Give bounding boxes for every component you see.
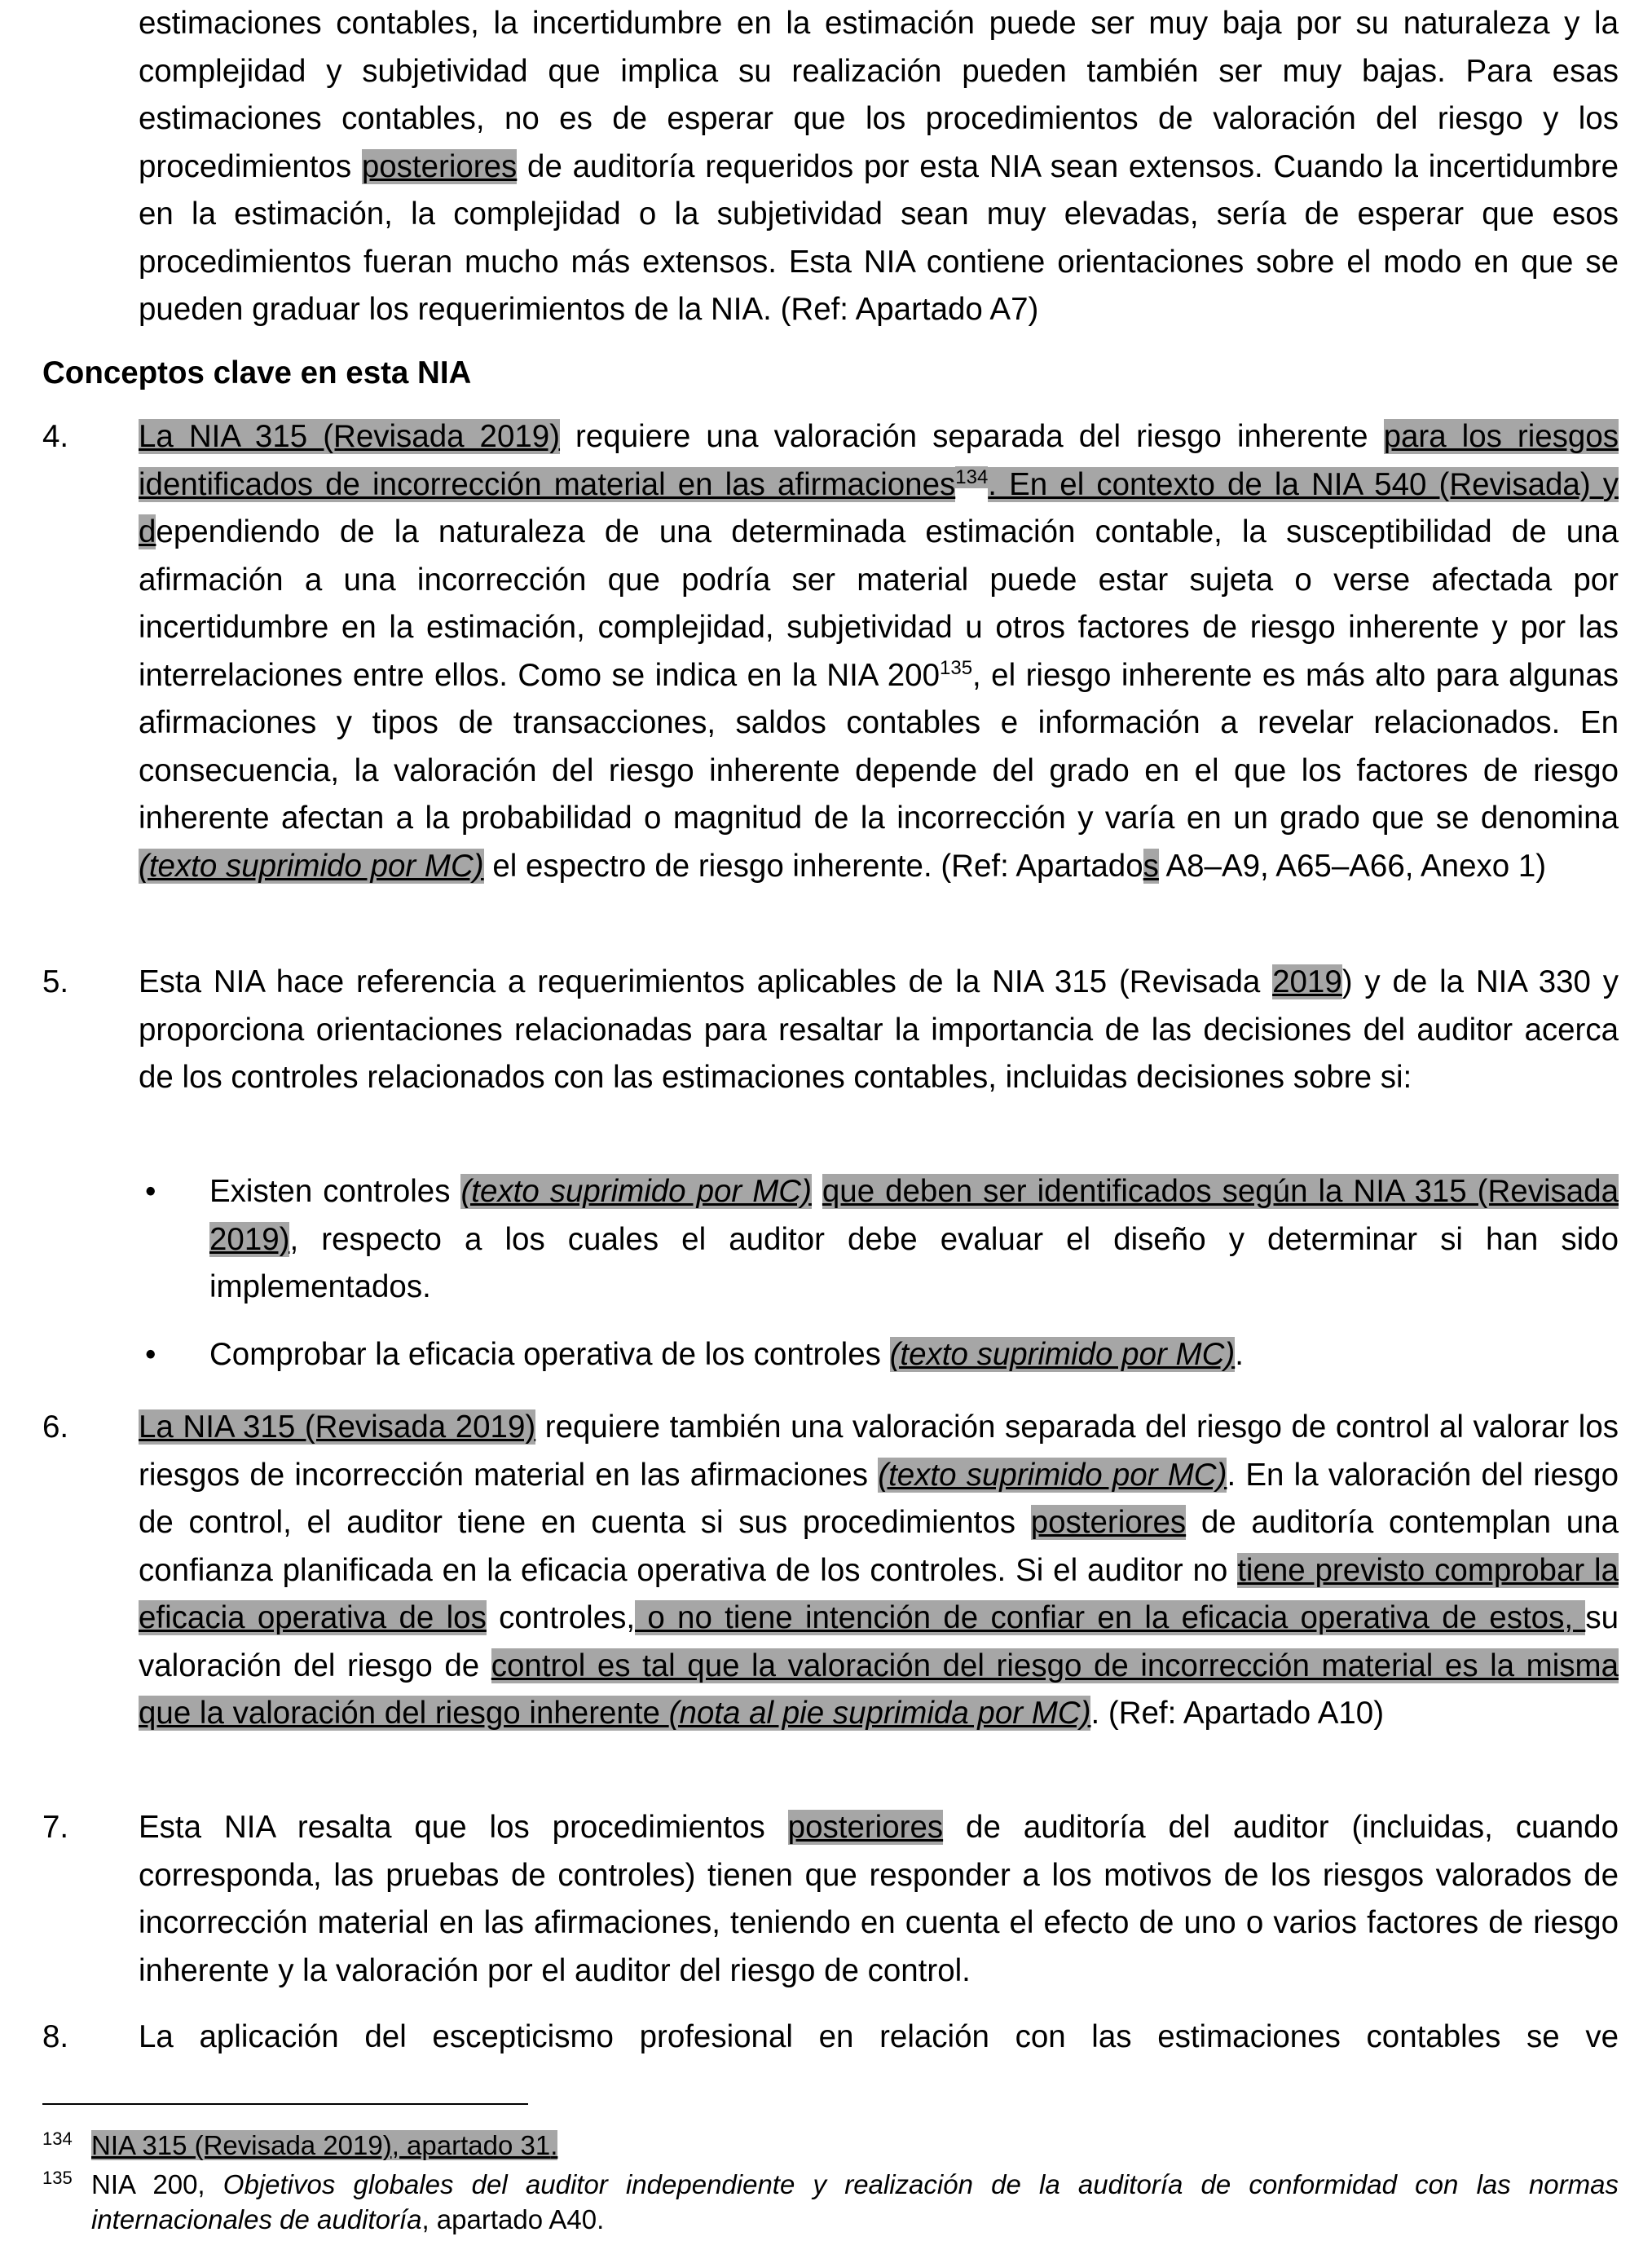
- item-text: A8–A9, A65–A66, Anexo 1): [1158, 848, 1547, 884]
- highlight: posteriores: [787, 1810, 944, 1845]
- item-text: , respecto a los cuales el auditor debe evaluar el diseño y determinar si han sido implementados.: [209, 1221, 1619, 1304]
- section-heading: Conceptos clave en esta NIA: [42, 355, 472, 390]
- footnote-ref-134[interactable]: 134: [955, 465, 989, 488]
- highlight: (texto suprimido por MC): [889, 1337, 1236, 1372]
- highlight: La NIA 315 (Revisada 2019): [139, 419, 561, 454]
- footnote-135: [42, 2167, 1619, 2240]
- item-text: su valoración del riesgo de: [139, 1600, 1619, 1683]
- item-8-paragraph: [139, 2014, 1619, 2062]
- item-text: .: [1235, 1337, 1244, 1372]
- item-text: La aplicación del escepticismo profesional en relación con las estimaciones contables se ve: [139, 2019, 1619, 2054]
- item-number: 8.: [42, 2019, 69, 2054]
- item-text: Esta NIA resalta que los procedimientos: [139, 1810, 788, 1845]
- bullet-2-paragraph: [209, 1331, 1619, 1379]
- highlight: para los riesgos identificados de incorrección material en las afirmaciones: [139, 419, 1619, 502]
- footnote-text-part: NIA 200,: [91, 2169, 223, 2199]
- footnote-separator: [42, 2103, 528, 2105]
- item-number: 5.: [42, 964, 69, 999]
- footnote-text-part: , apartado A40.: [421, 2204, 605, 2234]
- item-text: , el riesgo inherente es más alto para algunas afirmaciones y tipos de transacciones, saldos contables e información a revelar relacionados. En consecuencia, la valoración del riesgo inherente depende del grado en el que los factores de riesgo inherente afectan a la probabilidad o magnitud de la incorrección y varía en un grado que se denomina: [139, 657, 1619, 836]
- item-5-paragraph: [139, 959, 1619, 1102]
- highlight: s: [1143, 848, 1159, 884]
- highlight: (texto suprimido por MC): [878, 1457, 1227, 1493]
- intro-text: de auditoría requeridos por esta NIA sean extensos. Cuando la incertidumbre en la estimación, la complejidad o la subjetividad sean muy elevadas, sería de esperar que esos procedimientos fueran mucho más extensos. Esta NIA contiene orientaciones sobre el modo en que se pueden graduar los requerimientos de la NIA. (Ref: Apartado A7): [139, 148, 1619, 327]
- highlight: que deben ser identificados según la NIA 315 (Revisada 2019): [209, 1174, 1619, 1257]
- item-text: requiere también una valoración separada del riesgo de control al valorar los riesgos de incorrección material en las afirmaciones: [139, 1409, 1619, 1493]
- item-text: controles,: [486, 1600, 636, 1635]
- highlight: NIA 315 (Revisada 2019), apartado 31: [91, 2130, 551, 2160]
- item-4-paragraph: [139, 413, 1619, 890]
- highlight: 2019: [1272, 964, 1342, 999]
- item-text: el espectro de riesgo inherente. (Ref: Apartado: [483, 848, 1143, 884]
- intro-paragraph: [139, 0, 1619, 334]
- item-text: de auditoría contemplan una confianza planificada en la eficacia operativa de los controles. Si el auditor no: [139, 1505, 1619, 1588]
- highlight: La NIA 315 (Revisada 2019): [139, 1409, 536, 1445]
- item-number: 7.: [42, 1810, 69, 1845]
- footnote-ref-135[interactable]: 135: [940, 656, 973, 679]
- bullet-1-paragraph: [209, 1168, 1619, 1312]
- item-text: de auditoría del auditor (incluidas, cuando corresponda, las pruebas de controles) tienen que responder a los motivos de los riesgos valorados de incorrección material en las afirmaciones, teniendo en cuenta el efecto de uno o varios factores de riesgo inherente y la valoración por el auditor del riesgo de control.: [139, 1810, 1619, 1988]
- footnote-marker: 135: [42, 2168, 73, 2188]
- highlight: posteriores: [1030, 1505, 1187, 1540]
- item-6-paragraph: [139, 1404, 1619, 1738]
- item-text: Esta NIA hace referencia a requerimientos aplicables de la NIA 315 (Revisada: [139, 964, 1273, 999]
- item-text: requiere una valoración separada del riesgo inherente: [560, 419, 1384, 454]
- highlight: tiene previsto comprobar la eficacia operativa de los: [139, 1552, 1619, 1635]
- footnote-text: [91, 2167, 1619, 2237]
- intro-text: estimaciones contables, la incertidumbre en la estimación puede ser muy baja por su naturaleza y la complejidad y subjetividad que implica su realización pueden también ser muy bajas. Para esas estimaciones contables, no es de esperar que los procedimientos de valoración del riesgo y los procedimientos: [139, 6, 1619, 184]
- item-text: ependiendo de la naturaleza de una determinada estimación contable, la susceptibilidad de una afirmación a una incorrección que podría ser material puede estar sujeta o verse afectada por incertidumbre en la estimación, complejidad, subjetividad u otros factores de riesgo inherente y por las interrelaciones entre ellos. Como se indica en la NIA 200: [139, 514, 1619, 693]
- highlight: . En el contexto de la NIA 540 (Revisada) y d: [139, 466, 1619, 549]
- item-text: Existen controles: [209, 1174, 461, 1209]
- footnote-text: [91, 2128, 1619, 2163]
- highlight: (texto suprimido por MC): [460, 1174, 812, 1209]
- highlight: (texto suprimido por MC): [139, 848, 484, 884]
- footnote-title: Objetivos globales del auditor independiente y realización de la auditoría de conformidad con las normas internacionales de auditoría: [91, 2169, 1619, 2234]
- item-text: ) y de la NIA 330 y proporciona orientaciones relacionadas para resaltar la importancia de las decisiones del auditor acerca de los controles relacionados con las estimaciones contables, incluidas decisiones sobre si:: [139, 964, 1619, 1095]
- footnote-marker: 134: [42, 2128, 73, 2149]
- item-text: . En la valoración del riesgo de control, el auditor tiene en cuenta si sus procedimientos: [139, 1457, 1619, 1540]
- item-text: Comprobar la eficacia operativa de los controles: [209, 1337, 890, 1372]
- bullet-marker: •: [145, 1174, 156, 1209]
- highlight: posteriores: [361, 148, 518, 184]
- item-text: . (Ref: Apartado A10): [1090, 1696, 1385, 1731]
- highlight: control es tal que la valoración del riesgo de incorrección material es la misma que la valoración del riesgo inherente: [139, 1648, 1619, 1731]
- highlight: o no tiene intención de confiar en la eficacia operativa de estos,: [635, 1600, 1586, 1635]
- item-7-paragraph: [139, 1804, 1619, 1995]
- item-number: 4.: [42, 419, 69, 454]
- bullet-marker: •: [145, 1337, 156, 1372]
- highlight: .: [550, 2130, 558, 2160]
- footnote-134: [42, 2128, 1619, 2163]
- item-number: 6.: [42, 1409, 69, 1445]
- item-text: [812, 1174, 822, 1209]
- highlight: (nota al pie suprimida por MC): [668, 1696, 1091, 1731]
